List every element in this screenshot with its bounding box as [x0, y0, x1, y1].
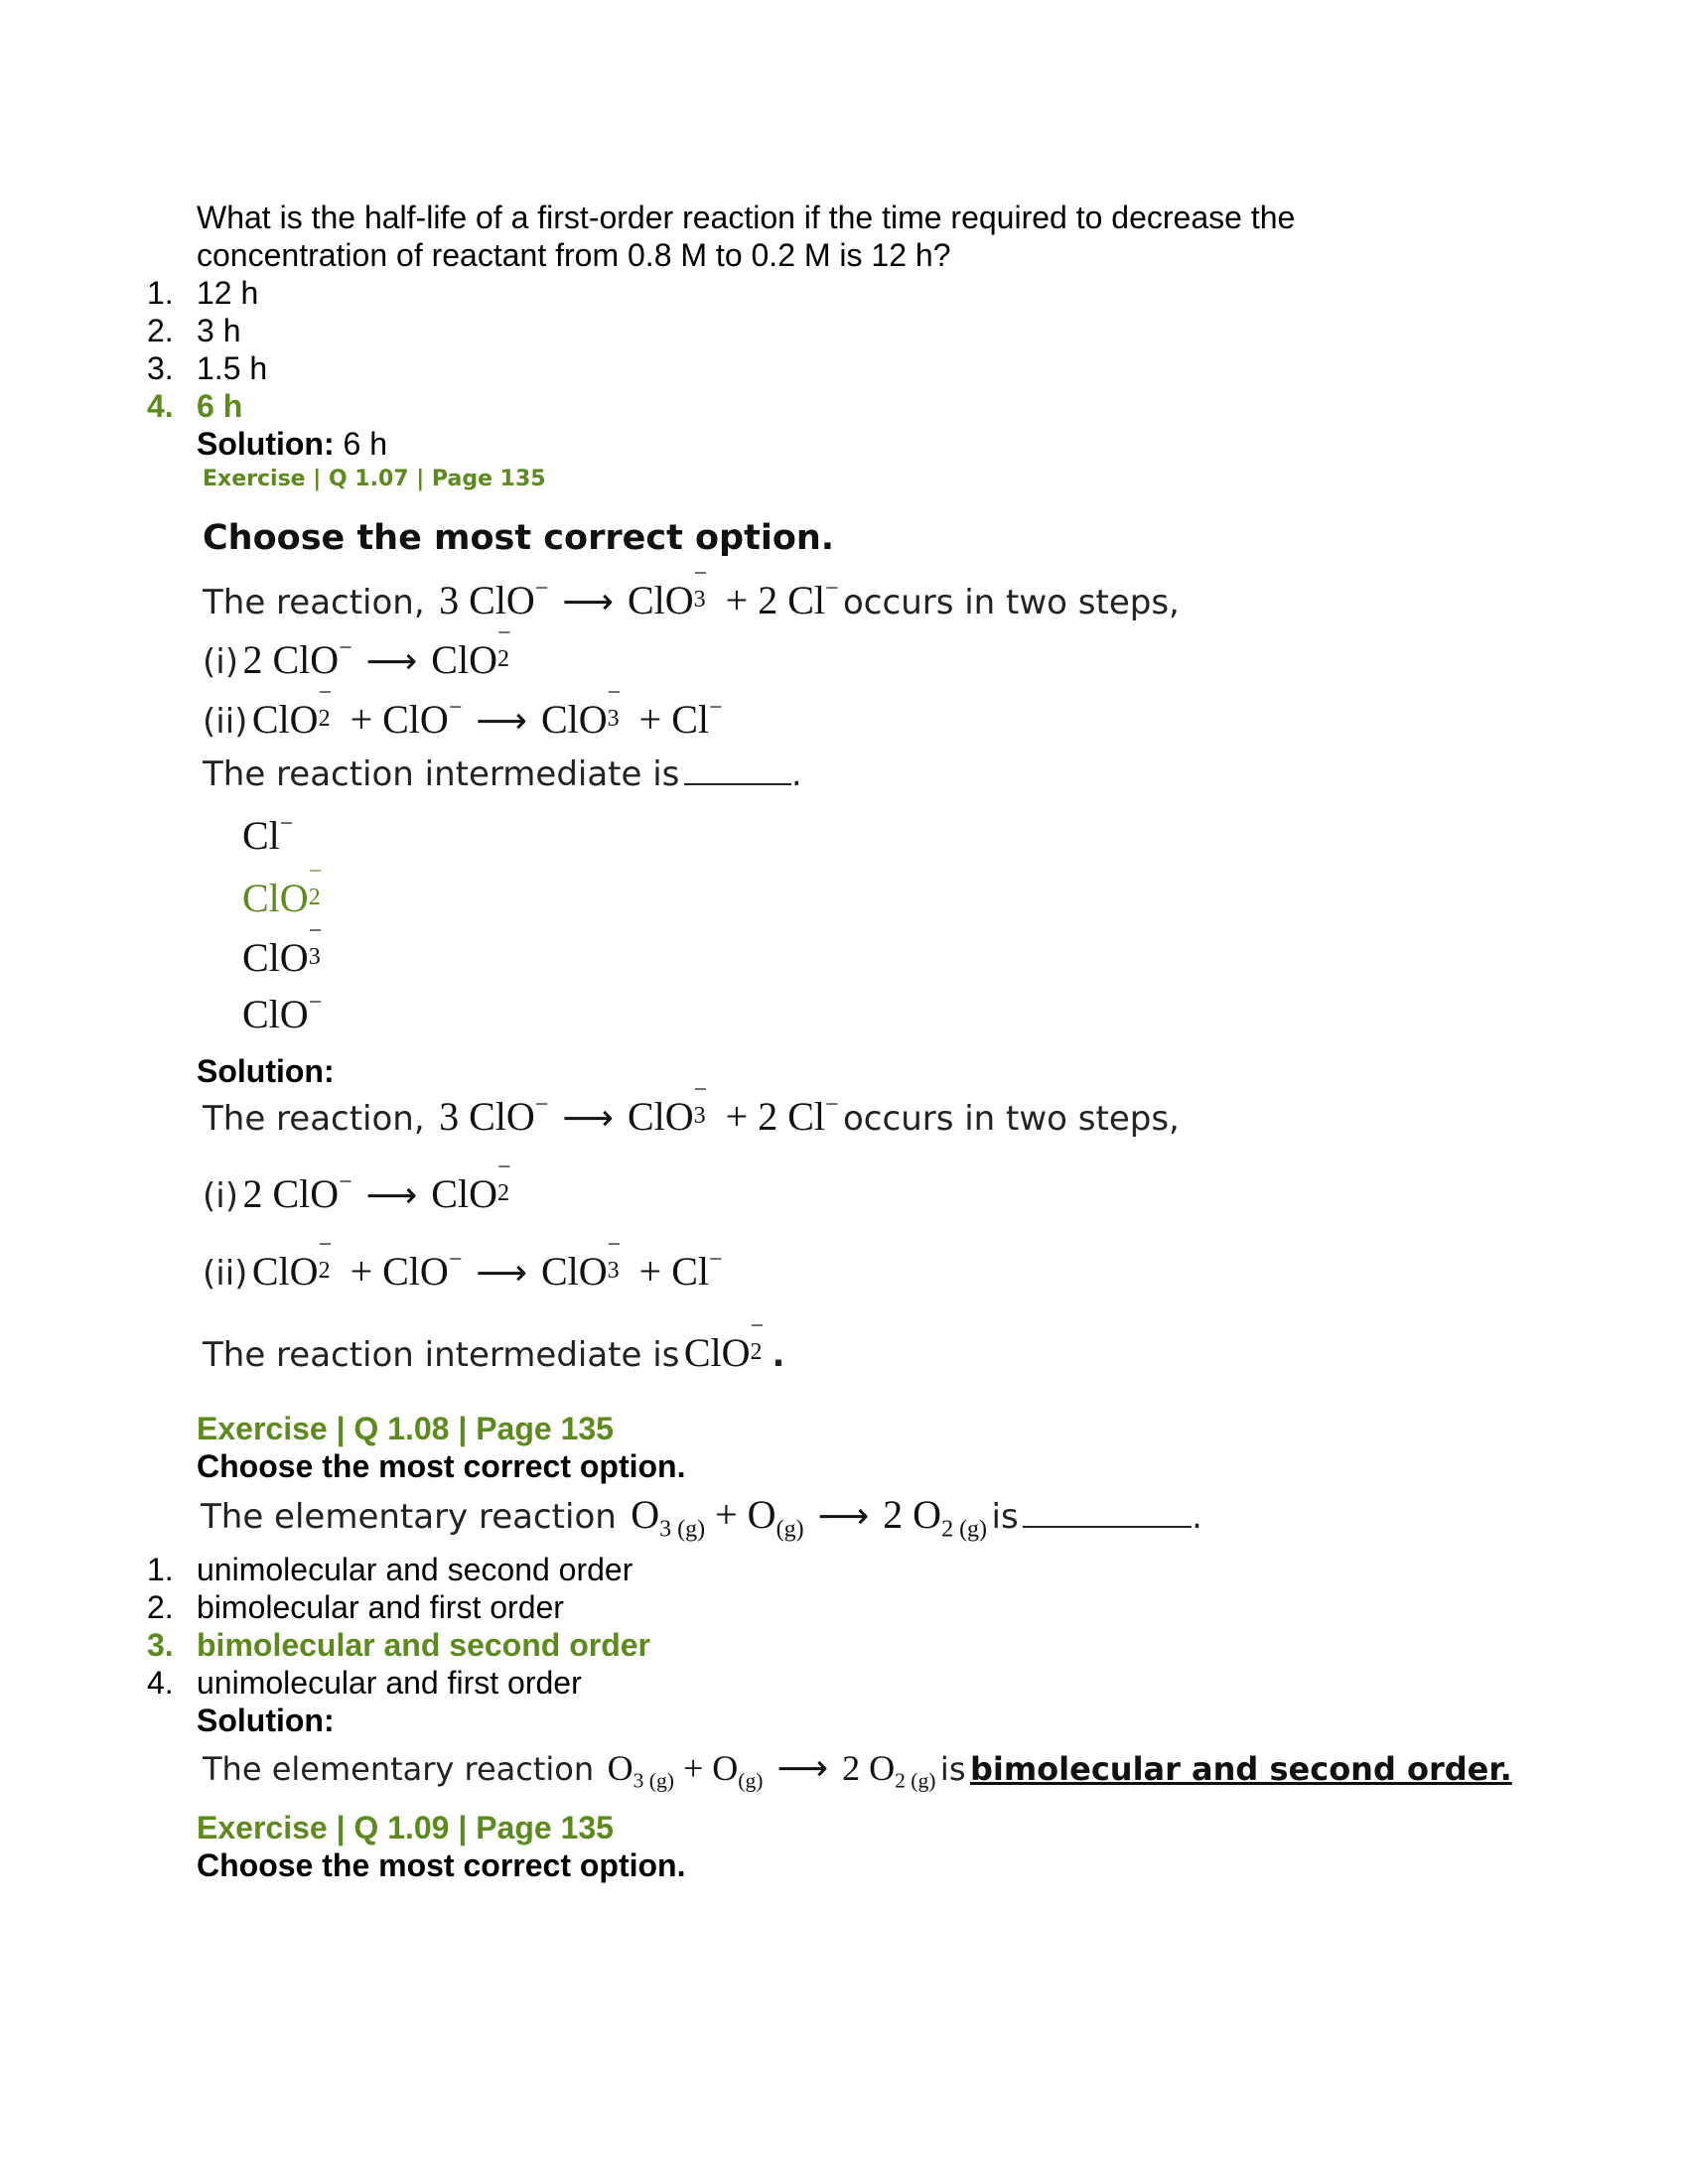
option-3	[0, 349, 1688, 387]
option-number: 2.	[147, 1589, 174, 1625]
option-clo3-minus: ClO − 3	[242, 917, 323, 980]
option-4-correct	[0, 387, 1688, 425]
question-text-line2: concentration of reactant from 0.8 M to 0.2 M is 12 h?	[197, 237, 951, 273]
option-text: unimolecular and first order	[197, 1665, 582, 1701]
option-4	[0, 1664, 1688, 1702]
solution-step-2: (ii) ClO − 2 + ClO− ⟶ ClO − 3 + Cl−	[203, 1231, 723, 1294]
option-number: 4.	[147, 1665, 174, 1701]
option-number: 1.	[147, 275, 174, 311]
question-heading: Choose the most correct option.	[197, 1448, 686, 1484]
solution-answer: The reaction intermediate is ClO − 2 .	[203, 1312, 785, 1375]
reaction-overall: The reaction, 3 ClO− ⟶ ClO − 3 + 2 Cl− occurs in two steps,	[203, 560, 1180, 622]
option-number: 3.	[147, 1627, 174, 1663]
option-2	[0, 312, 1688, 349]
solution-step-1: (i) 2 ClO− ⟶ ClO − 2	[203, 1154, 511, 1216]
reaction-step-2: (ii) ClO − 2 + ClO− ⟶ ClO − 3 + Cl−	[203, 679, 723, 742]
solution-text: 6 h	[343, 426, 387, 462]
option-text: 12 h	[197, 275, 259, 311]
exercise-reference: Exercise | Q 1.08 | Page 135	[197, 1411, 614, 1446]
option-text: unimolecular and second order	[197, 1552, 633, 1587]
solution-label: Solution:	[197, 426, 335, 462]
question-heading: Choose the most correct option.	[197, 1847, 686, 1883]
exercise-reference: Exercise | Q 1.09 | Page 135	[197, 1810, 614, 1845]
option-clo2-minus-correct: ClO − 2	[242, 858, 323, 920]
solution-label: Solution:	[197, 1053, 335, 1089]
option-text: 6 h	[197, 388, 243, 424]
option-1	[0, 1551, 1688, 1588]
question-text-line1: What is the half-life of a first-order reaction if the time required to decrease the	[197, 200, 1296, 235]
option-text: bimolecular and second order	[197, 1627, 650, 1663]
option-3-correct	[0, 1626, 1688, 1664]
reaction-step-1: (i) 2 ClO− ⟶ ClO − 2	[203, 619, 511, 682]
solution-answer: The elementary reaction $O_{3 (g)} + O_{(g)}$ ⟶ 2 $O_{2 (g)}$ is bimolecular and second order.	[203, 1748, 1512, 1793]
option-1	[0, 274, 1688, 312]
option-number: 3.	[147, 350, 174, 386]
option-number: 2.	[147, 313, 174, 348]
solution-reaction-overall: The reaction, 3 ClO− ⟶ ClO − 3 + 2 Cl− occurs in two steps,	[203, 1076, 1180, 1139]
option-cl-minus: Cl−	[242, 811, 294, 858]
option-clo-minus: ClO−	[242, 990, 323, 1036]
option-text: 1.5 h	[197, 350, 268, 386]
option-number: 4.	[147, 388, 174, 424]
exercise-reference: Exercise | Q 1.07 | Page 135	[203, 467, 546, 491]
solution-line	[197, 425, 387, 463]
question-heading: Choose the most correct option.	[203, 518, 835, 558]
option-2	[0, 1588, 1688, 1626]
question-text: The reaction intermediate is .	[203, 754, 802, 794]
solution-label: Solution:	[197, 1703, 335, 1738]
option-text: bimolecular and first order	[197, 1589, 564, 1625]
option-text: 3 h	[197, 313, 241, 348]
option-number: 1.	[147, 1552, 174, 1587]
question-text: The elementary reaction $O_{3 (g)} + O_{(g)}$ ⟶ 2 $O_{2 (g)}$ is .	[201, 1492, 1202, 1543]
